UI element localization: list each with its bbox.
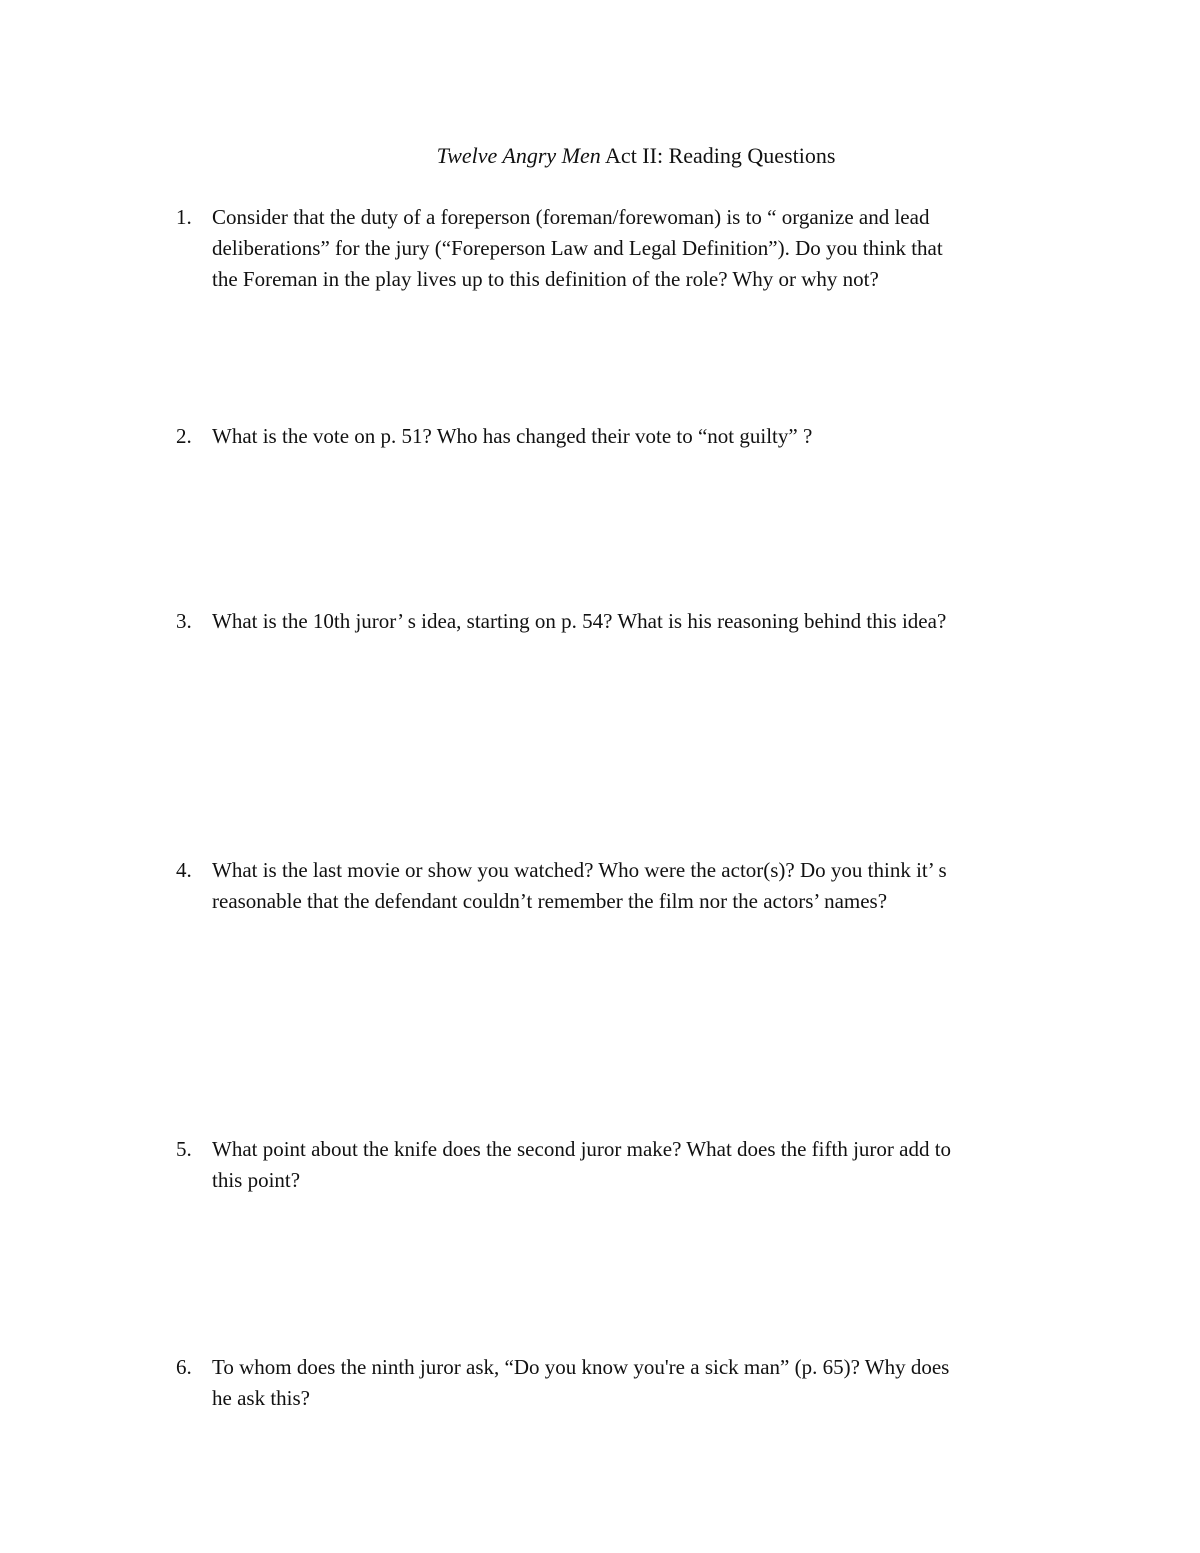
question-number: 1.	[176, 205, 192, 229]
question-item-4	[176, 855, 1046, 917]
question-text: What point about the knife does the second juror make? What does the fifth juror add to this point?	[212, 1137, 952, 1192]
question-text: What is the vote on p. 51? Who has changed their vote to “not guilty” ?	[212, 424, 813, 448]
question-number: 5.	[176, 1137, 192, 1161]
question-number: 3.	[176, 609, 192, 633]
question-text: Consider that the duty of a foreperson (foreman/forewoman) is to “ organize and lead deliberations” for the jury (“Foreperson Law and Legal Definition”). Do you think that the Foreman in the play lives up to this definition of the role? Why or why not?	[212, 205, 943, 291]
question-text: What is the 10th juror’ s idea, starting on p. 54? What is his reasoning behind this idea?	[212, 609, 947, 633]
question-number: 2.	[176, 424, 192, 448]
question-item-2	[176, 421, 1046, 452]
page-title	[0, 140, 1200, 172]
question-item-6	[176, 1352, 1046, 1414]
title-suffix: Act II: Reading Questions	[600, 143, 836, 168]
question-text: What is the last movie or show you watched? Who were the actor(s)? Do you think it’ s reasonable that the defendant couldn’t remember the film nor the actors’ names?	[212, 858, 947, 913]
question-item-1	[176, 202, 1046, 295]
question-item-3	[176, 606, 1046, 637]
question-item-5	[176, 1134, 1046, 1196]
question-number: 4.	[176, 858, 192, 882]
question-text: To whom does the ninth juror ask, “Do you know you're a sick man” (p. 65)? Why does he ask this?	[212, 1355, 950, 1410]
play-title: Twelve Angry Men	[436, 143, 601, 168]
question-number: 6.	[176, 1355, 192, 1379]
